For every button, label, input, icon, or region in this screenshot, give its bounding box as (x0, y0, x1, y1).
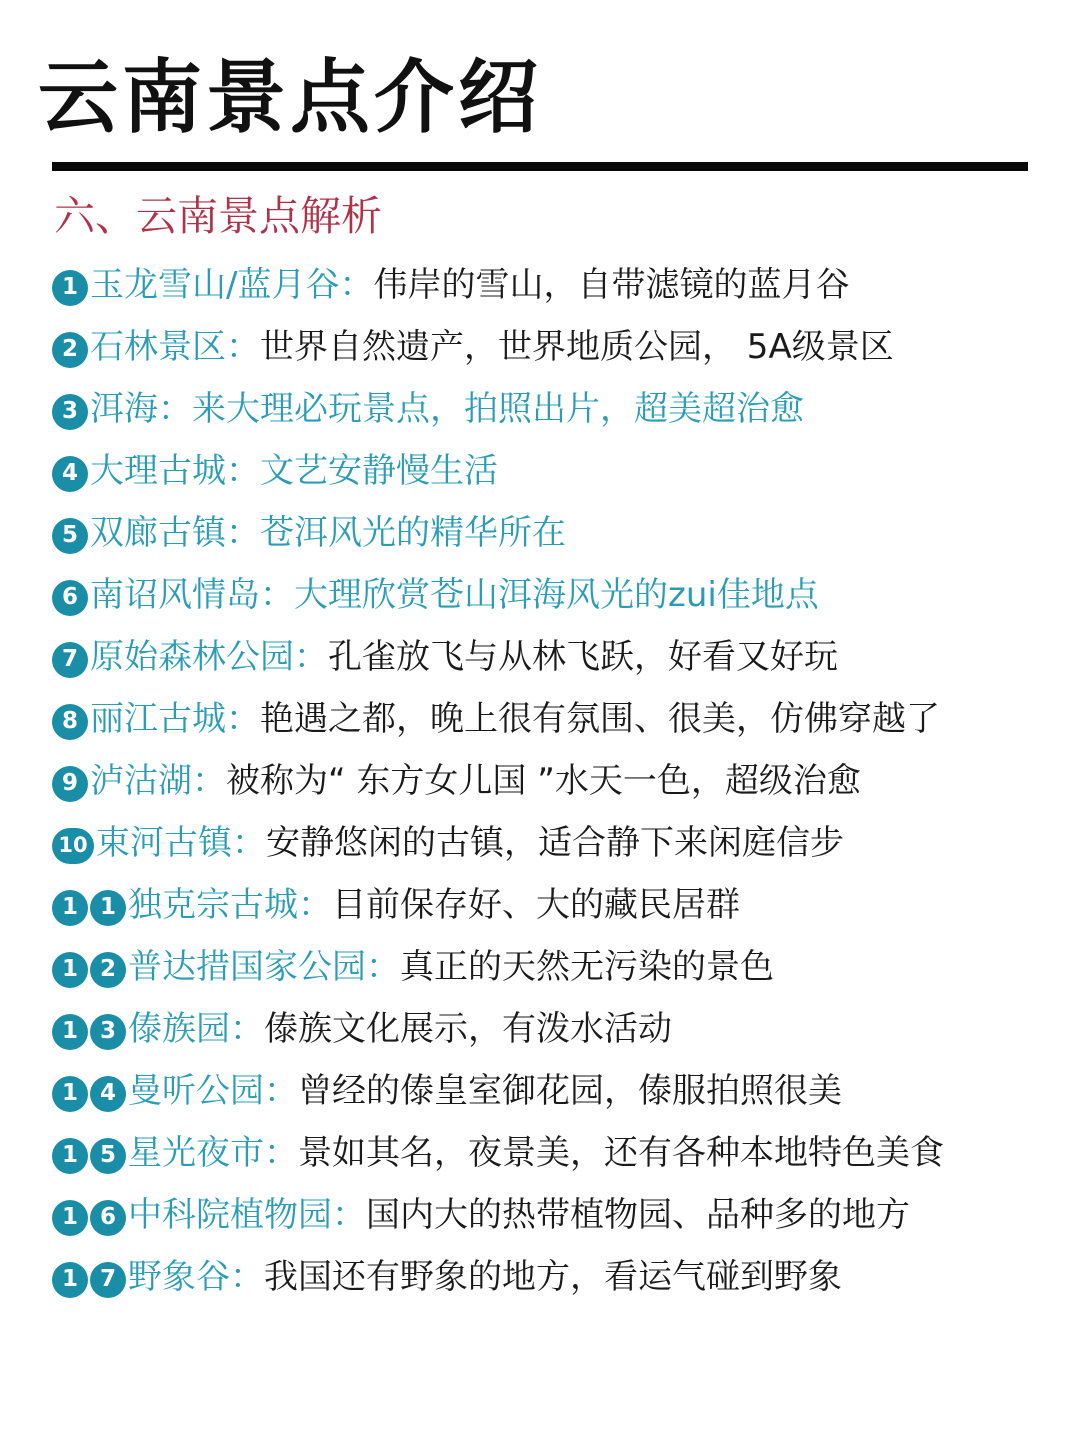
spot-description: 来大理必玩景点，拍照出片，超美超治愈 (192, 389, 804, 429)
number-badge-icon: 7 (52, 642, 88, 678)
number-badge-icon: 6 (90, 1200, 126, 1236)
number-badge-icon: 1 (52, 1200, 88, 1236)
spot-description: 景如其名，夜景美，还有各种本地特色美食 (298, 1133, 944, 1173)
title-divider (52, 162, 1028, 171)
spot-item (52, 502, 1012, 564)
section-heading: 六、云南景点解析 (54, 192, 382, 240)
spot-name: 束河古镇： (96, 823, 266, 863)
spot-item (52, 812, 1012, 874)
spot-description: 文艺安静慢生活 (260, 451, 498, 491)
number-badge-icon: 8 (52, 704, 88, 740)
number-badge-icon: 1 (52, 1076, 88, 1112)
number-badge-icon: 1 (52, 890, 88, 926)
spot-item (52, 1246, 1012, 1308)
spot-description: 世界自然遗产，世界地质公园， 5A级景区 (260, 327, 894, 367)
number-badge (52, 890, 126, 926)
spot-item (52, 1060, 1012, 1122)
number-badge (52, 1262, 126, 1298)
spot-name: 石林景区： (90, 327, 260, 367)
spot-description: 大理欣赏苍山洱海风光的zui佳地点 (294, 575, 819, 615)
spot-name: 星光夜市： (128, 1133, 298, 1173)
spot-name: 独克宗古城： (128, 885, 332, 925)
number-badge-icon: 10 (52, 828, 94, 864)
spot-item (52, 440, 1012, 502)
spot-name: 大理古城： (90, 451, 260, 491)
spot-name: 普达措国家公园： (128, 947, 400, 987)
spot-description: 伟岸的雪山，自带滤镜的蓝月谷 (373, 265, 850, 305)
spot-item (52, 750, 1012, 812)
spot-list (52, 254, 1012, 1308)
number-badge-icon: 6 (52, 580, 88, 616)
number-badge (52, 1138, 126, 1174)
number-badge-icon: 3 (90, 1014, 126, 1050)
spot-item (52, 626, 1012, 688)
spot-description: 我国还有野象的地方，看运气碰到野象 (264, 1257, 842, 1297)
number-badge-icon: 1 (52, 1014, 88, 1050)
number-badge-icon: 1 (52, 952, 88, 988)
spot-name: 双廊古镇： (90, 513, 260, 553)
spot-item (52, 378, 1012, 440)
number-badge-icon: 4 (52, 456, 88, 492)
spot-name: 中科院植物园： (128, 1195, 366, 1235)
spot-description: 真正的天然无污染的景色 (400, 947, 774, 987)
number-badge-icon: 9 (52, 766, 88, 802)
number-badge-icon: 1 (52, 1262, 88, 1298)
spot-name: 原始森林公园： (90, 637, 328, 677)
number-badge-icon: 2 (52, 332, 88, 368)
spot-item (52, 1122, 1012, 1184)
spot-name: 玉龙雪山/蓝月谷： (90, 265, 374, 305)
number-badge-icon: 1 (52, 1138, 88, 1174)
number-badge-icon: 2 (90, 952, 126, 988)
spot-name: 曼听公园： (128, 1071, 298, 1111)
spot-description: 安静悠闲的古镇，适合静下来闲庭信步 (266, 823, 844, 863)
number-badge (52, 1076, 126, 1112)
page-title: 云南景点介绍 (38, 51, 542, 144)
number-badge-icon: 1 (90, 890, 126, 926)
number-badge-icon: 7 (90, 1262, 126, 1298)
spot-description: 国内大的热带植物园、品种多的地方 (366, 1195, 910, 1235)
number-badge (52, 952, 126, 988)
spot-name: 野象谷： (128, 1257, 264, 1297)
spot-name: 傣族园： (128, 1009, 264, 1049)
spot-name: 丽江古城： (90, 699, 260, 739)
number-badge-icon: 1 (52, 270, 88, 306)
number-badge-icon: 5 (90, 1138, 126, 1174)
spot-name: 泸沽湖： (90, 761, 226, 801)
spot-description: 艳遇之都，晚上很有氛围、很美，仿佛穿越了 (260, 699, 940, 739)
spot-description: 被称为“ 东方女儿国 ”水天一色，超级治愈 (226, 761, 861, 801)
spot-name: 南诏风情岛： (90, 575, 294, 615)
number-badge-icon: 4 (90, 1076, 126, 1112)
spot-item (52, 874, 1012, 936)
spot-item (52, 316, 1012, 378)
spot-description: 目前保存好、大的藏民居群 (332, 885, 740, 925)
spot-item (52, 688, 1012, 750)
spot-item (52, 254, 1012, 316)
spot-item (52, 936, 1012, 998)
spot-item (52, 998, 1012, 1060)
number-badge-icon: 3 (52, 394, 88, 430)
spot-description: 苍洱风光的精华所在 (260, 513, 566, 553)
spot-item (52, 564, 1012, 626)
spot-name: 洱海： (90, 389, 192, 429)
number-badge-icon: 5 (52, 518, 88, 554)
spot-description: 傣族文化展示，有泼水活动 (264, 1009, 672, 1049)
spot-description: 孔雀放飞与从林飞跃，好看又好玩 (328, 637, 838, 677)
spot-item (52, 1184, 1012, 1246)
number-badge (52, 1014, 126, 1050)
spot-description: 曾经的傣皇室御花园，傣服拍照很美 (298, 1071, 842, 1111)
number-badge (52, 1200, 126, 1236)
